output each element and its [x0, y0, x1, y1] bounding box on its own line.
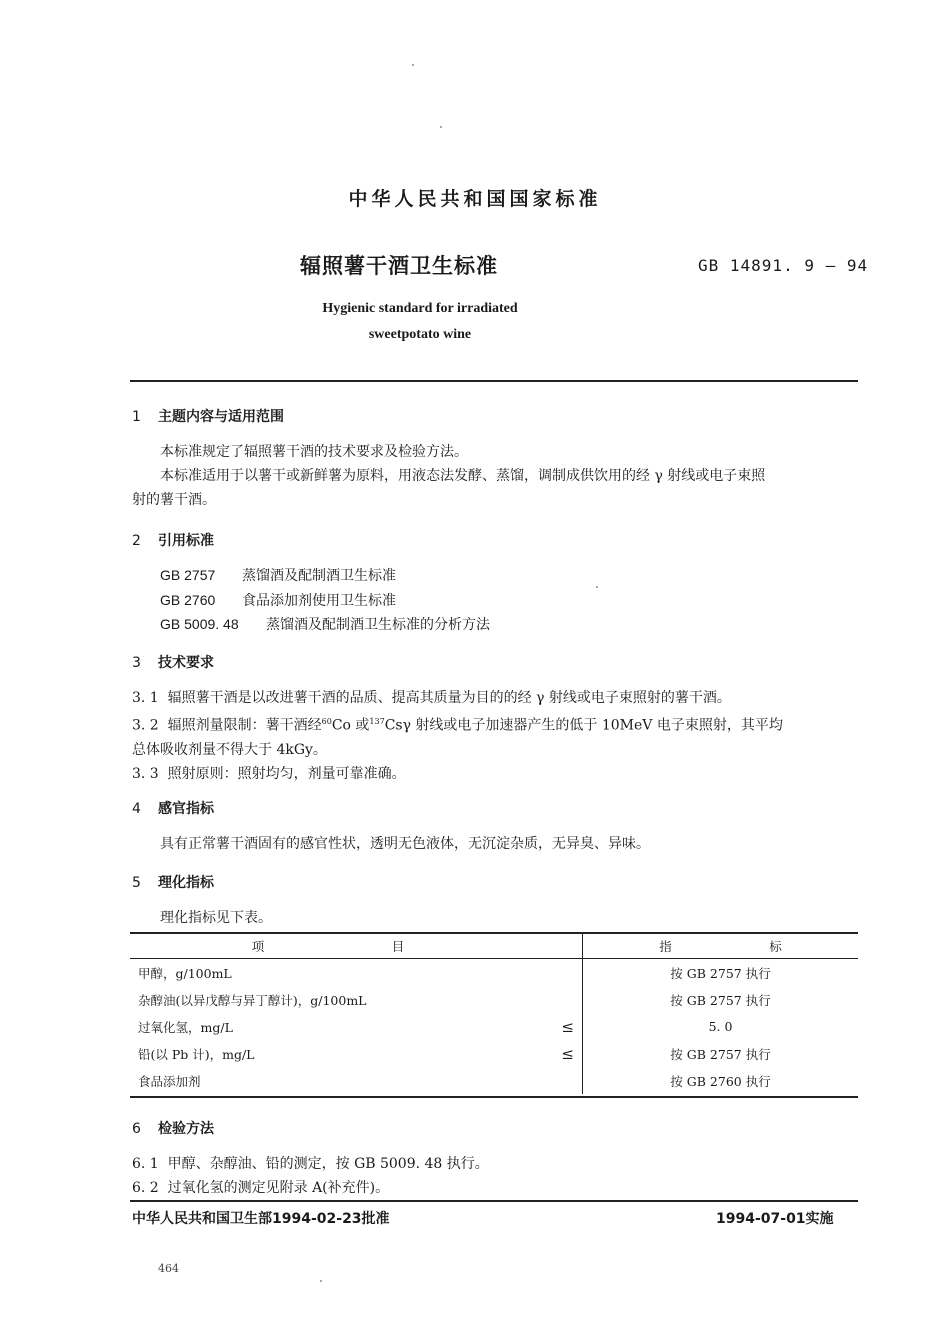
row-value: 按 GB 2757 执行	[583, 986, 859, 1013]
scan-speck	[596, 586, 598, 588]
english-title	[0, 296, 840, 348]
reference-code: GB 5009. 48	[160, 616, 239, 632]
scan-speck	[412, 64, 414, 66]
section-title: 感官指标	[158, 801, 214, 817]
row-comparator	[526, 1067, 583, 1094]
clause-6-1	[132, 1152, 860, 1176]
clause-3-3	[132, 762, 860, 786]
section-title: 检验方法	[158, 1121, 214, 1137]
row-value: 按 GB 2760 执行	[583, 1067, 859, 1094]
section-number: 2	[132, 533, 141, 549]
clause-3-2	[132, 710, 860, 738]
table-row	[130, 986, 858, 1013]
section-title: 引用标准	[158, 533, 214, 549]
reference-name: 蒸馏酒及配制酒卫生标准的分析方法	[266, 617, 490, 633]
clause-number: 3. 2	[132, 717, 159, 734]
reference-name: 食品添加剂使用卫生标准	[242, 593, 396, 609]
section-number: 6	[132, 1121, 141, 1137]
header-text: 目	[391, 939, 405, 954]
effective-date: 1994-07-01实施	[716, 1211, 834, 1227]
section-title: 主题内容与适用范围	[158, 409, 284, 425]
section-4-body	[132, 832, 860, 856]
row-comparator	[526, 959, 583, 987]
english-title-line1: Hygienic standard for irradiated	[322, 301, 518, 316]
header-item	[130, 934, 526, 959]
table-bottom-rule	[130, 1096, 858, 1098]
section-5-heading	[132, 872, 214, 892]
clause-number: 3. 1	[132, 690, 159, 706]
reference-name: 蒸馏酒及配制酒卫生标准	[242, 568, 396, 584]
document-title: 辐照薯干酒卫生标准	[300, 254, 498, 278]
row-item: 食品添加剂	[138, 1073, 201, 1089]
section-6-heading	[132, 1118, 214, 1138]
table-intro: 理化指标见下表。	[160, 910, 272, 926]
section-6-body	[132, 1152, 860, 1200]
table-row	[130, 1040, 858, 1067]
section-number: 1	[132, 409, 141, 425]
clause-continuation: 总体吸收剂量不得大于 4kGy。	[132, 741, 327, 758]
clause-number: 3. 3	[132, 765, 159, 782]
reference-item	[160, 565, 396, 585]
header-text: 指	[659, 939, 672, 954]
paragraph: 具有正常薯干酒固有的感官性状，透明无色液体，无沉淀杂质，无异臭、异味。	[160, 836, 650, 852]
paragraph: 本标准适用于以薯干或新鲜薯为原料，用液态法发酵、蒸馏，调制成供饮用的经 γ 射线或电子束照	[160, 468, 766, 484]
row-item: 过氧化氢，mg/L	[138, 1019, 233, 1035]
page-number: 464	[158, 1262, 179, 1275]
superscript: 60	[321, 717, 332, 726]
clause-text: 照射原则：照射均匀，剂量可靠准确。	[167, 765, 406, 782]
clause-text: 过氧化氢的测定见附录 A(补充件)。	[167, 1180, 390, 1196]
document-code: GB 14891. 9 — 94	[698, 256, 869, 275]
row-comparator: ≤	[561, 1017, 574, 1036]
paragraph-continuation: 射的薯干酒。	[132, 492, 216, 508]
scan-speck	[440, 126, 442, 128]
section-1-heading	[132, 406, 284, 426]
section-number: 4	[132, 801, 141, 817]
clause-text: 辐照薯干酒是以改进薯干酒的品质、提高其质量为目的的经 γ 射线或电子束照射的薯干酒。	[167, 690, 731, 706]
row-item: 铅(以 Pb 计)，mg/L	[138, 1046, 255, 1062]
reference-item	[160, 614, 490, 634]
national-standard-heading: 中华人民共和国国家标准	[348, 188, 602, 210]
section-title: 技术要求	[158, 655, 214, 671]
superscript: 137	[369, 717, 385, 726]
clause-number: 6. 2	[132, 1180, 159, 1196]
section-4-heading	[132, 798, 214, 818]
section-number: 5	[132, 875, 141, 891]
row-item: 杂醇油(以异戊醇与异丁醇计)，g/100mL	[138, 992, 367, 1008]
clause-text: Co 或	[331, 717, 370, 734]
section-number: 3	[132, 655, 141, 671]
header-text: 项	[251, 939, 265, 954]
clause-6-2	[132, 1176, 860, 1200]
english-title-line2: sweetpotato wine	[368, 327, 472, 342]
header-value	[583, 934, 859, 959]
reference-code: GB 2760	[160, 592, 216, 608]
reference-item	[160, 590, 396, 610]
row-comparator: ≤	[561, 1044, 574, 1063]
header-spacer	[526, 934, 583, 959]
section-2-heading	[132, 530, 214, 550]
footer-rule	[130, 1200, 858, 1202]
clause-3-1	[132, 686, 860, 710]
table-row	[130, 1067, 858, 1094]
section-1-body	[132, 440, 860, 512]
row-value: 按 GB 2757 执行	[583, 959, 859, 987]
section-title: 理化指标	[158, 875, 214, 891]
row-value: 按 GB 2757 执行	[583, 1040, 859, 1067]
clause-text: 甲醇、杂醇油、铅的测定，按 GB 5009. 48 执行。	[167, 1156, 489, 1172]
physicochemical-table	[130, 934, 858, 1094]
row-value: 5. 0	[583, 1013, 859, 1040]
row-item: 甲醇，g/100mL	[138, 965, 232, 981]
section-3-heading	[132, 652, 214, 672]
header-text: 标	[769, 939, 782, 954]
table-row	[130, 959, 858, 987]
reference-code: GB 2757	[160, 567, 216, 583]
header-rule	[130, 380, 858, 382]
row-comparator	[526, 986, 583, 1013]
clause-number: 6. 1	[132, 1156, 159, 1172]
table-header-row	[130, 934, 858, 959]
table-row	[130, 1013, 858, 1040]
clause-text: Csγ 射线或电子加速器产生的低于 10MeV 电子束照射，其平均	[384, 717, 783, 734]
paragraph: 本标准规定了辐照薯干酒的技术要求及检验方法。	[160, 444, 468, 460]
clause-text: 辐照剂量限制：薯干酒经	[167, 717, 322, 734]
section-3-body	[132, 686, 860, 786]
approval-line: 中华人民共和国卫生部1994-02-23批准	[132, 1211, 390, 1227]
scan-speck	[320, 1280, 322, 1282]
